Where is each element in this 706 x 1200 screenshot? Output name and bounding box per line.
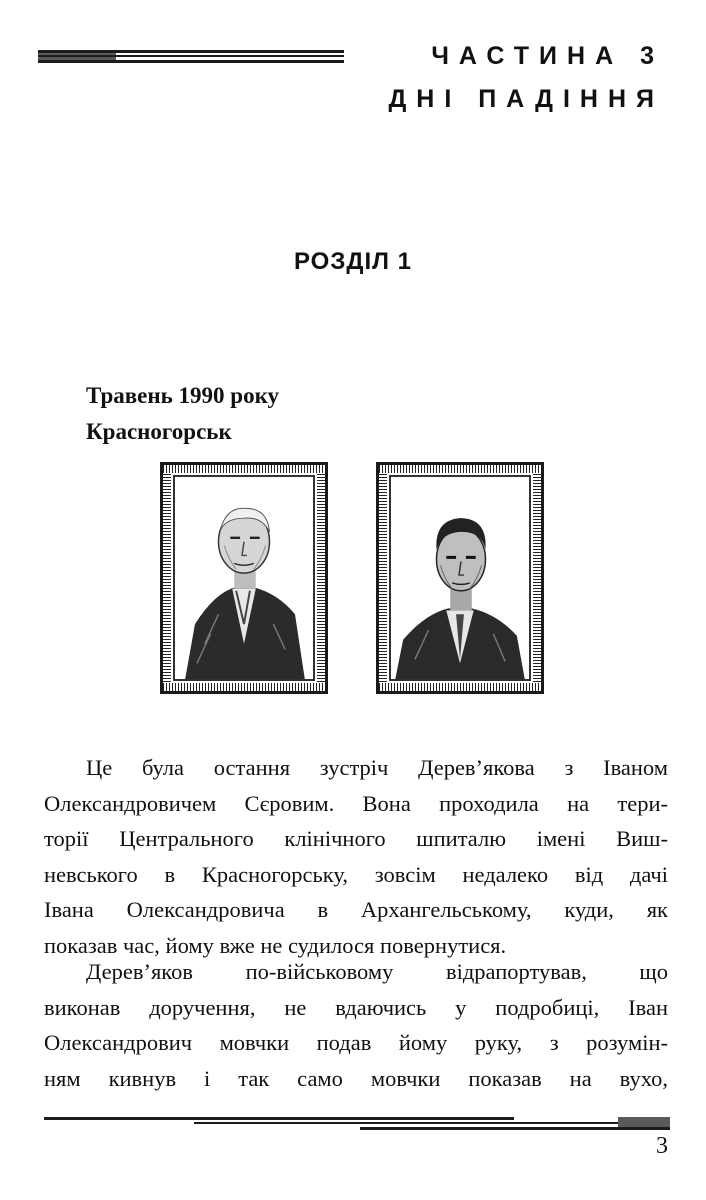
body-paragraph-1 — [44, 750, 668, 963]
text-line: показав час, йому вже не судилося повернутися. — [44, 932, 507, 958]
portrait-older-man-illustration — [175, 477, 313, 679]
portrait-frame-left — [160, 462, 328, 694]
part-title: ДНІ ПАДІННЯ — [388, 85, 664, 113]
chapter-place: Красногорськ — [86, 419, 232, 444]
portrait-frame-right — [376, 462, 544, 694]
text-line: Івана Олександровича в Архангельському, куди, як — [44, 897, 668, 922]
chapter-title: РОЗДІЛ 1 — [293, 248, 412, 275]
text-line: Олександрович мовчки подав йому руку, з розумін- — [44, 1030, 668, 1055]
body-paragraph-2 — [44, 954, 668, 1096]
chapter-date: Травень 1990 року — [86, 383, 280, 408]
text-line: ням кивнув і так само мовчки показав на вухо, — [44, 1065, 668, 1091]
text-line: невського в Красногорську, зовсім недалеко від дачі — [44, 861, 668, 887]
portrait-younger-man-illustration — [391, 477, 529, 679]
text-line: виконав доручення, не вдаючись у подробиці, Іван — [44, 994, 668, 1020]
part-heading: ЧАСТИНА 3 — [431, 42, 664, 70]
text-line: Це була остання зустріч Дерев’якова з Іваном — [86, 755, 668, 780]
header-rule — [38, 48, 344, 64]
page-number: 3 — [656, 1133, 668, 1159]
text-line: торії Центрального клінічного шпиталю імені Виш- — [44, 826, 668, 851]
text-line: Дерев’яков по-військовому відрапортував, що — [86, 959, 668, 984]
footer-rule — [44, 1113, 670, 1133]
text-line: Олександровичем Сєровим. Вона проходила на тери- — [44, 790, 668, 816]
